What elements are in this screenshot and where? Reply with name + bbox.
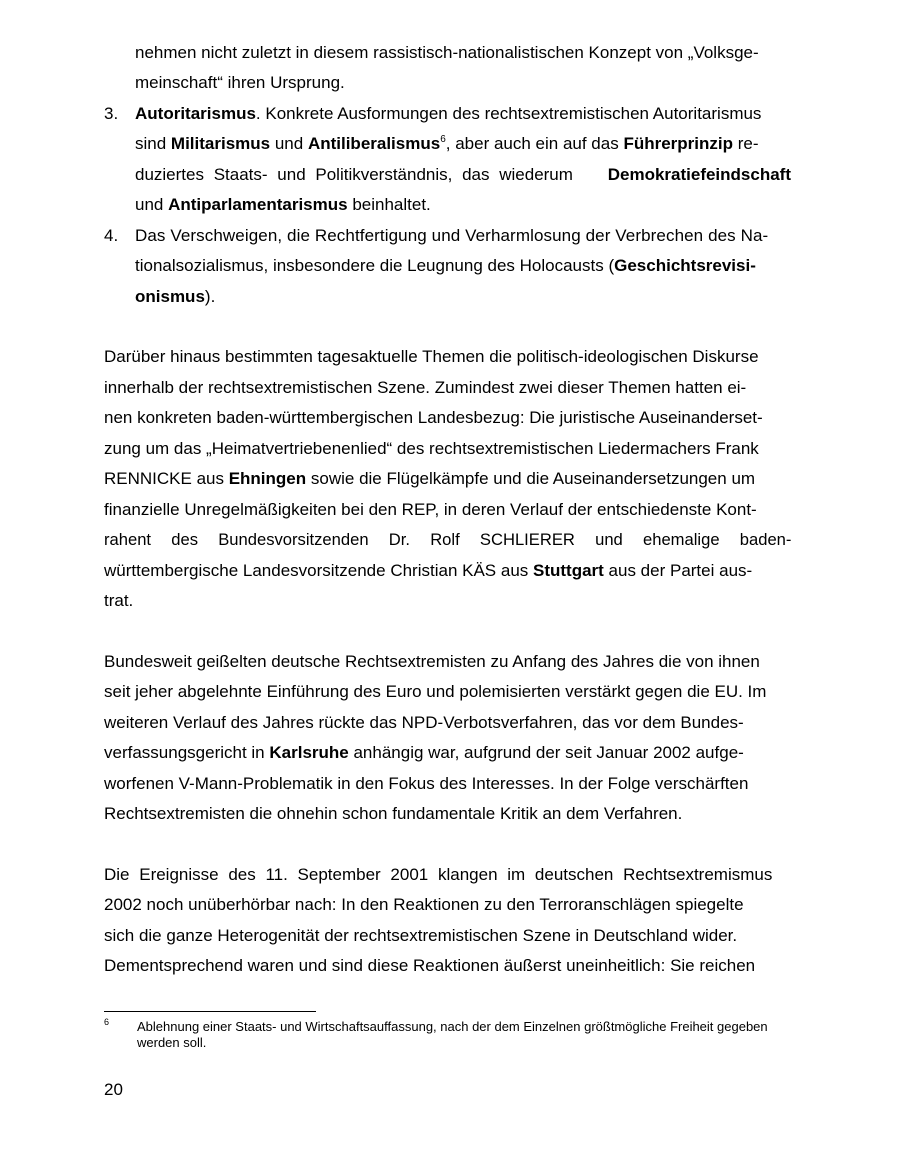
page-number: 20 [104,1080,123,1099]
paragraph-line: finanzielle Unregelmäßigkeiten bei den REP, in deren Verlauf der entschiedenste Kont- [104,500,757,519]
paragraph-line: worfenen V-Mann-Problematik in den Fokus des Interesses. In der Folge verschärften [104,774,749,793]
paragraph-line: weiteren Verlauf des Jahres rückte das NPD-Verbotsverfahren, das vor dem Bundes- [104,713,744,732]
paragraph-line: RENNICKE aus Ehningen sowie die Flügelkämpfe und die Auseinandersetzungen um [104,469,756,488]
paragraph-line: Darüber hinaus bestimmten tagesaktuelle Themen die politisch-ideologischen Diskurse [104,347,759,366]
list-item-line: duziertes Staats- und Politikverständnis, das wiederum Demokratiefeindschaft [135,165,791,184]
list-continuation-line: meinschaft“ ihren Ursprung. [135,73,345,92]
list-item-line: onismus). [135,287,216,306]
paragraph-line: württembergische Landesvorsitzende Christian KÄS aus Stuttgart aus der Partei aus- [104,561,753,580]
paragraph-line: Dementsprechend waren und sind diese Reaktionen äußerst uneinheitlich: Sie reichen [104,956,756,975]
paragraph-line: rahent des Bundesvorsitzenden Dr. Rolf SCHLIERER und ehemalige baden- [104,530,792,549]
paragraph-line: Die Ereignisse des 11. September 2001 klangen im deutschen Rechtsextremismus [104,865,773,884]
paragraph-line: nen konkreten baden-württembergischen Landesbezug: Die juristische Auseinanderset- [104,408,763,427]
paragraph-line: verfassungsgericht in Karlsruhe anhängig war, aufgrund der seit Januar 2002 aufge- [104,743,744,762]
paragraph-line: seit jeher abgelehnte Einführung des Euro und polemisierten verstärkt gegen die EU. Im [104,682,767,701]
paragraph-line: trat. [104,591,134,610]
list-item-line: und Antiparlamentarismus beinhaltet. [135,195,431,214]
list-number: 4. [104,226,119,245]
list-number: 3. [104,104,119,123]
list-continuation-line: nehmen nicht zuletzt in diesem rassistisch-nationalistischen Konzept von „Volksge- [135,43,759,62]
list-item-line: sind Militarismus und Antiliberalismus$^6$, aber auch ein auf das Führerprinzip re- [135,134,759,153]
footnote-text: werden soll. [137,1035,207,1050]
list-item-line: Das Verschweigen, die Rechtfertigung und Verharmlosung der Verbrechen des Na- [135,226,769,245]
footnote-divider [104,1011,316,1012]
paragraph-line: 2002 noch unüberhörbar nach: In den Reaktionen zu den Terroranschlägen spiegelte [104,895,744,914]
paragraph-line: innerhalb der rechtsextremistischen Szene. Zumindest zwei dieser Themen hatten ei- [104,378,747,397]
paragraph-line: Rechtsextremisten die ohnehin schon fundamentale Kritik an dem Verfahren. [104,804,683,823]
footnote-mark: 6 [104,1017,110,1027]
list-item-line: Autoritarismus. Konkrete Ausformungen des rechtsextremistischen Autoritarismus [135,104,762,123]
paragraph-line: sich die ganze Heterogenität der rechtsextremistischen Szene in Deutschland wider. [104,926,738,945]
paragraph-line: Bundesweit geißelten deutsche Rechtsextremisten zu Anfang des Jahres die von ihnen [104,652,760,671]
footnote-text: Ablehnung einer Staats- und Wirtschaftsauffassung, nach der dem Einzelnen größtmögliche Freiheit gegeben [137,1019,768,1034]
footnote-reference: 6 [440,134,446,145]
list-item-line: tionalsozialismus, insbesondere die Leugnung des Holocausts (Geschichtsrevisi- [135,256,756,275]
paragraph-line: zung um das „Heimatvertriebenenlied“ des rechtsextremistischen Liedermachers Frank [104,439,759,458]
